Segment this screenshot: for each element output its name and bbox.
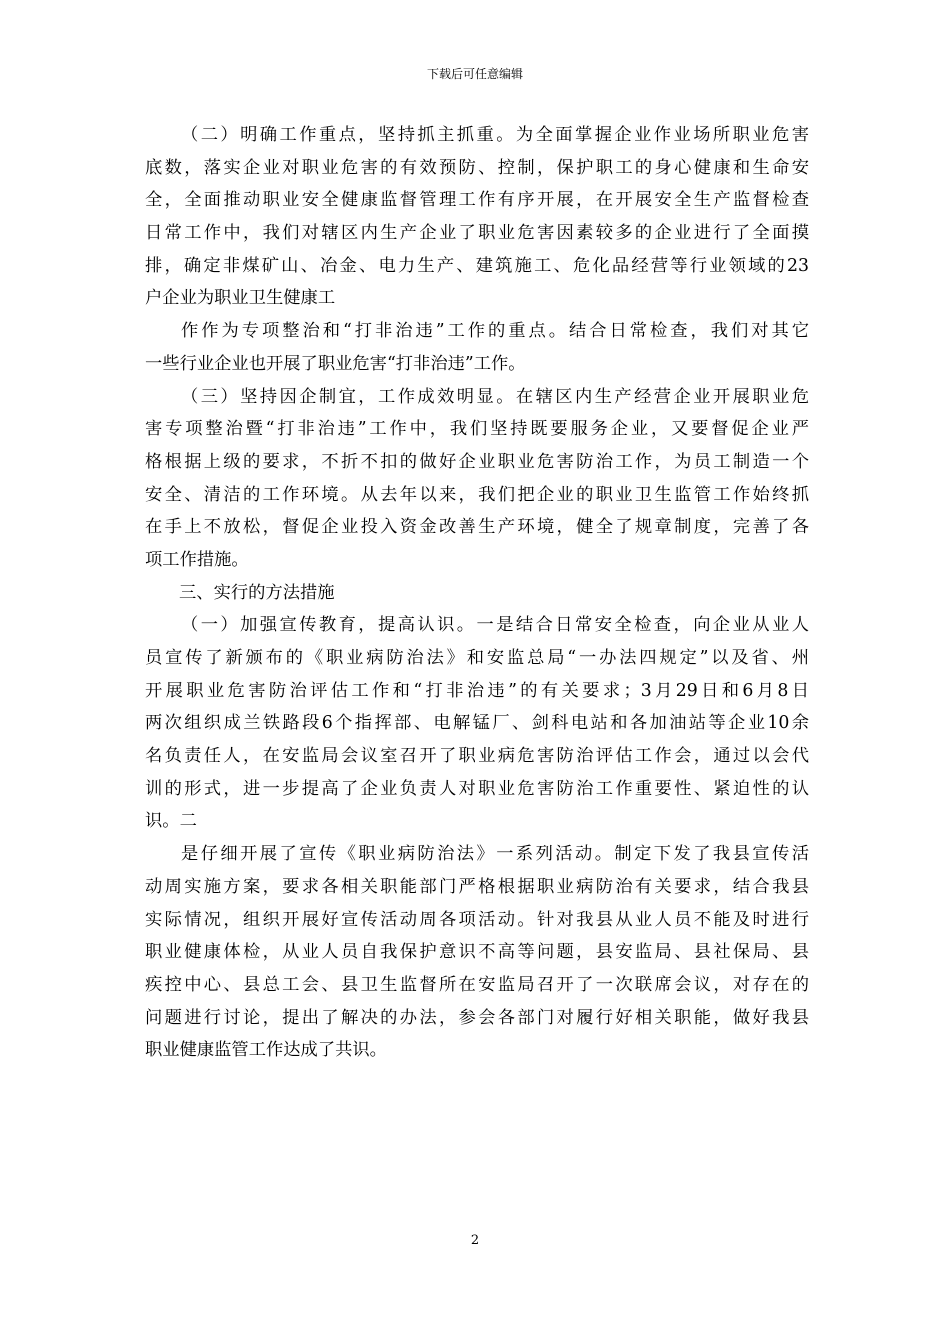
body-line: 在手上不放松，督促企业投入资金改善生产环境，健全了规章制度，完善了各 xyxy=(145,517,809,538)
body-line: 全，全面推动职业安全健康监督管理工作有序开展，在开展安全生产监督检查 xyxy=(145,190,809,211)
body-line: （一）加强宣传教育，提高认识。一是结合日常安全检查，向企业从业人 xyxy=(181,615,809,636)
body-line: 户企业为职业卫生健康工 xyxy=(145,288,336,309)
body-line: 识。二 xyxy=(145,811,197,832)
body-line: （二）明确工作重点，坚持抓主抓重。为全面掌握企业作业场所职业危害 xyxy=(181,125,809,145)
body-line: 职业健康监管工作达成了共识。 xyxy=(145,1040,387,1061)
body-line: 排，确定非煤矿山、冶金、电力生产、建筑施工、危化品经营等行业领域的23 xyxy=(145,255,809,276)
body-line: 员宣传了新颁布的《职业病防治法》和安监总局“一办法四规定”以及省、州 xyxy=(145,648,809,668)
body-line: 害专项整治暨“打非治违”工作中，我们坚持既要服务企业，又要督促企业严 xyxy=(145,419,809,440)
body-line: 日常工作中，我们对辖区内生产企业了职业危害因素较多的企业进行了全面摸 xyxy=(145,223,809,244)
body-line: 疾控中心、县总工会、县卫生监督所在安监局召开了一次联席会议，对存在的 xyxy=(145,974,809,995)
body-line: 一些行业企业也开展了职业危害“打非治违”工作。 xyxy=(145,353,526,374)
body-line: 名负责任人，在安监局会议室召开了职业病危害防治评估工作会，通过以会代 xyxy=(145,746,809,767)
body-line: 开展职业危害防治评估工作和“打非治违”的有关要求；3月29日和6月8日 xyxy=(145,680,809,701)
body-line: 底数，落实企业对职业危害的有效预防、控制，保护职工的身心健康和生命安 xyxy=(145,157,809,178)
body-line: 项工作措施。 xyxy=(145,549,249,570)
body-line: 问题进行讨论，提出了解决的办法，参会各部门对履行好相关职能，做好我县 xyxy=(145,1007,809,1028)
section-heading: 三、实行的方法措施 xyxy=(179,582,335,603)
body-line: 职业健康体检，从业人员自我保护意识不高等问题，县安监局、县社保局、县 xyxy=(145,942,809,963)
document-body xyxy=(145,119,809,1067)
body-line: 是仔细开展了宣传《职业病防治法》一系列活动。制定下发了我县宣传活 xyxy=(181,844,809,865)
body-line: 两次组织成兰铁路段6个指挥部、电解锰厂、剑科电站和各加油站等企业10余 xyxy=(145,713,809,734)
body-line: 安全、清洁的工作环境。从去年以来，我们把企业的职业卫生监管工作始终抓 xyxy=(145,484,809,505)
body-line: （三）坚持因企制宜，工作成效明显。在辖区内生产经营企业开展职业危 xyxy=(181,386,809,407)
body-line: 实际情况，组织开展好宣传活动周各项活动。针对我县从业人员不能及时进行 xyxy=(145,909,809,930)
body-line: 动周实施方案，要求各相关职能部门严格根据职业病防治有关要求，结合我县 xyxy=(145,876,809,897)
body-line: 训的形式，进一步提高了企业负责人对职业危害防治工作重要性、紧迫性的认 xyxy=(145,778,809,799)
body-line: 格根据上级的要求，不折不扣的做好企业职业危害防治工作，为员工制造一个 xyxy=(145,451,809,472)
page-number: 2 xyxy=(470,1233,480,1248)
page-header: 下载后可任意编辑 xyxy=(426,67,523,81)
body-line: 作作为专项整治和“打非治违”工作的重点。结合日常检查，我们对其它 xyxy=(181,321,809,342)
